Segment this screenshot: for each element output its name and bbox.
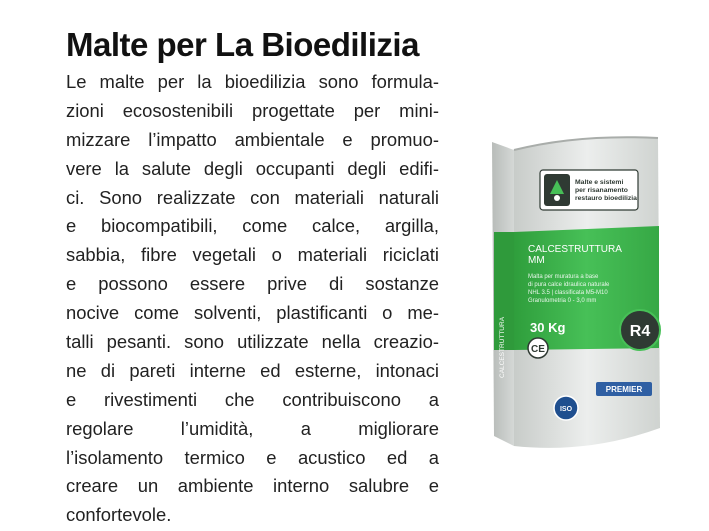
body-line: talli pesanti. sono utilizzate nella creazio- xyxy=(66,331,439,353)
ce-mark-label: CE xyxy=(531,344,545,355)
product-desc-line-2: di pura calce idraulica naturale xyxy=(528,282,610,288)
body-line: e rivestimenti che contribuiscono a xyxy=(66,388,439,410)
body-line: confortevole. xyxy=(66,504,172,526)
product-name-line-1: CALCESTRUTTURA xyxy=(528,244,622,255)
product-name-line-2: MM xyxy=(528,255,545,266)
r4-seal-label: R4 xyxy=(629,323,651,340)
body-line: ci. Sono realizzate con materiali naturali xyxy=(66,186,439,208)
side-text: CALCESTRUTTURA xyxy=(499,316,506,378)
banner-line-1: Malte e sistemi xyxy=(575,179,624,186)
article-body xyxy=(66,68,439,530)
banner-line-2: per risanamento xyxy=(575,187,628,194)
product-desc-line-3: NHL 3.5 | classificata M5-M10 xyxy=(528,290,608,296)
product-desc-line-4: Granulometria 0 - 3,0 mm xyxy=(528,298,597,304)
body-line: e biocompatibili, come calce, argilla, xyxy=(66,215,439,237)
brand-logo-icon xyxy=(544,174,570,206)
body-line: l’isolamento termico e acustico ed a xyxy=(66,446,439,468)
body-line: zioni ecosostenibili progettate per mini- xyxy=(66,99,439,121)
body-line: creare un ambiente interno salubre e xyxy=(66,475,439,497)
body-line: e possono essere prive di sostanze xyxy=(66,273,439,295)
body-line: ne di pareti interne ed esterne, intonaci xyxy=(66,359,439,381)
body-line: Le malte per la bioedilizia sono formula- xyxy=(66,71,439,92)
body-line: sabbia, fibre vegetali o materiali riciclati xyxy=(66,244,439,266)
body-line: vere la salute degli occupanti degli edifi- xyxy=(66,157,439,179)
body-line: regolare l’umidità, a migliorare xyxy=(66,417,439,439)
brand-label: PREMIER xyxy=(605,385,643,394)
iso-badge-label: ISO xyxy=(559,406,573,413)
product-weight: 30 Kg xyxy=(530,320,566,335)
body-line: mizzare l’impatto ambientale e promuo- xyxy=(66,128,439,150)
banner-line-3: restauro bioedilizia xyxy=(575,195,637,202)
product-desc-line-1: Malta per muratura a base xyxy=(528,274,599,280)
product-bag-image xyxy=(488,128,664,454)
body-line: nocive come solventi, plastificanti o me- xyxy=(66,302,439,324)
page-title: Malte per La Bioedilizia xyxy=(66,26,419,63)
product-bag-svg xyxy=(488,128,664,454)
